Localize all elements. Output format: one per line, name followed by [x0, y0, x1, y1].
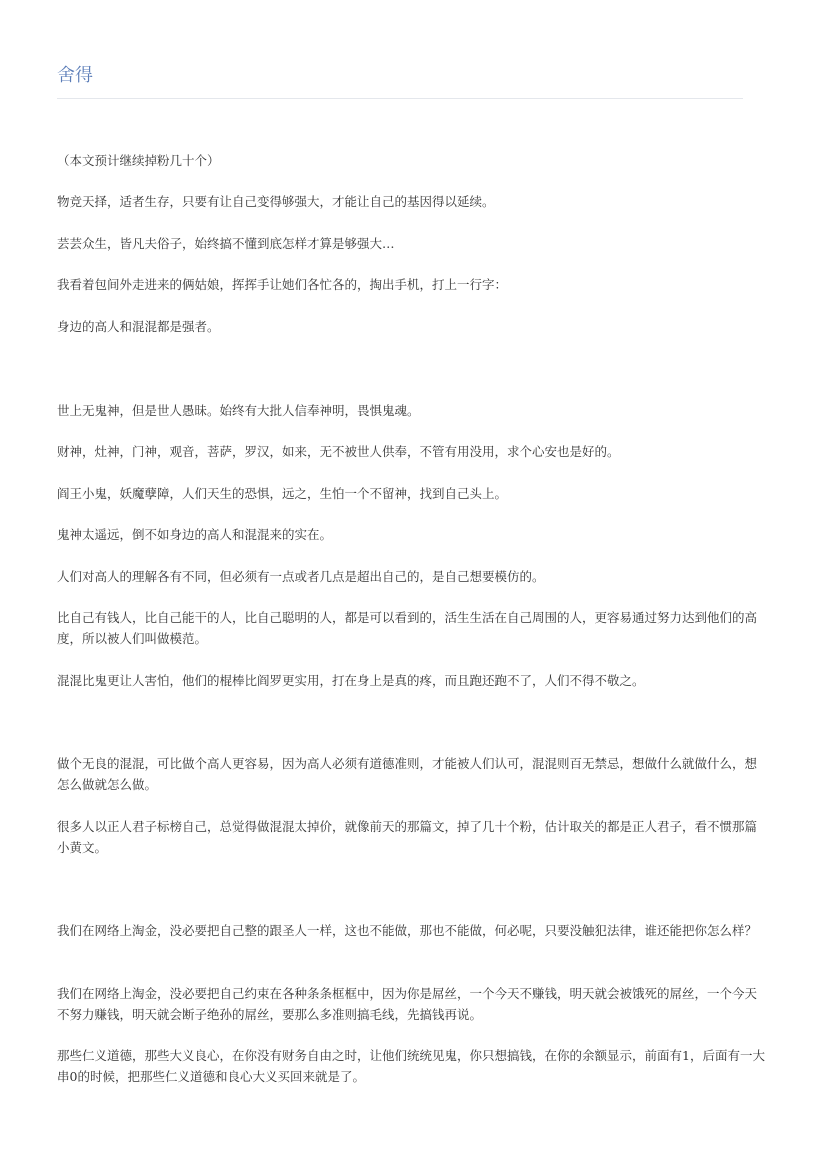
paragraph: 我们在网络上淘金，没必要把自己整的跟圣人一样，这也不能做，那也不能做，何必呢，只要没触犯法律，谁还能把你怎么样？ [57, 923, 758, 938]
paragraph: 物竞天择，适者生存，只要有让自己变得够强大，才能让自己的基因得以延续。 [57, 194, 495, 209]
paragraph: 财神，灶神，门神，观音，菩萨，罗汉，如来，无不被世人供奉，不管有用没用，求个心安也是好的。 [57, 444, 620, 459]
paragraph: 身边的高人和混混都是强者。 [57, 319, 220, 334]
paragraph: （本文预计继续掉粉几十个） [57, 153, 220, 168]
paragraph: 我们在网络上淘金，没必要把自己约束在各种条条框框中，因为你是屌丝，一个今天不赚钱，明天就会被饿死的屌丝，一个今天不努力赚钱，明天就会断子绝孙的屌丝，要那么多准则搞毛线，先搞钱再说。 [57, 986, 758, 1022]
paragraph: 芸芸众生，皆凡夫俗子，始终搞不懂到底怎样才算是够强大… [57, 236, 395, 251]
page-title: 舍得 [57, 65, 93, 86]
paragraph: 阎王小鬼，妖魔孽障，人们天生的恐惧，远之，生怕一个不留神，找到自己头上。 [57, 486, 508, 501]
title-divider [57, 98, 743, 99]
paragraph: 人们对高人的理解各有不同，但必须有一点或者几点是超出自己的，是自己想要模仿的。 [57, 569, 545, 584]
paragraph: 世上无鬼神，但是世人愚昧。始终有大批人信奉神明，畏惧鬼魂。 [57, 403, 420, 418]
paragraph: 很多人以正人君子标榜自己，总觉得做混混太掉价，就像前天的那篇文，掉了几十个粉，估计取关的都是正人君子，看不惯那篇小黄文。 [57, 819, 758, 855]
paragraph: 我看着包间外走进来的俩姑娘，挥挥手让她们各忙各的，掏出手机，打上一行字： [57, 277, 508, 292]
paragraph: 做个无良的混混，可比做个高人更容易，因为高人必须有道德准则，才能被人们认可，混混则百无禁忌，想做什么就做什么，想怎么做就怎么做。 [57, 756, 758, 792]
paragraph: 比自己有钱人，比自己能干的人，比自己聪明的人，都是可以看到的，活生生活在自己周围的人，更容易通过努力达到他们的高度，所以被人们叫做模范。 [57, 610, 758, 646]
paragraph: 混混比鬼更让人害怕，他们的棍棒比阎罗更实用，打在身上是真的疼，而且跑还跑不了，人们不得不敬之。 [57, 673, 645, 688]
paragraph: 鬼神太遥远，倒不如身边的高人和混混来的实在。 [57, 527, 333, 542]
paragraph: 那些仁义道德，那些大义良心，在你没有财务自由之时，让他们统统见鬼，你只想搞钱，在你的余额显示，前面有1，后面有一大串0的时候，把那些仁义道德和良心大义买回来就是了。 [57, 1048, 765, 1084]
